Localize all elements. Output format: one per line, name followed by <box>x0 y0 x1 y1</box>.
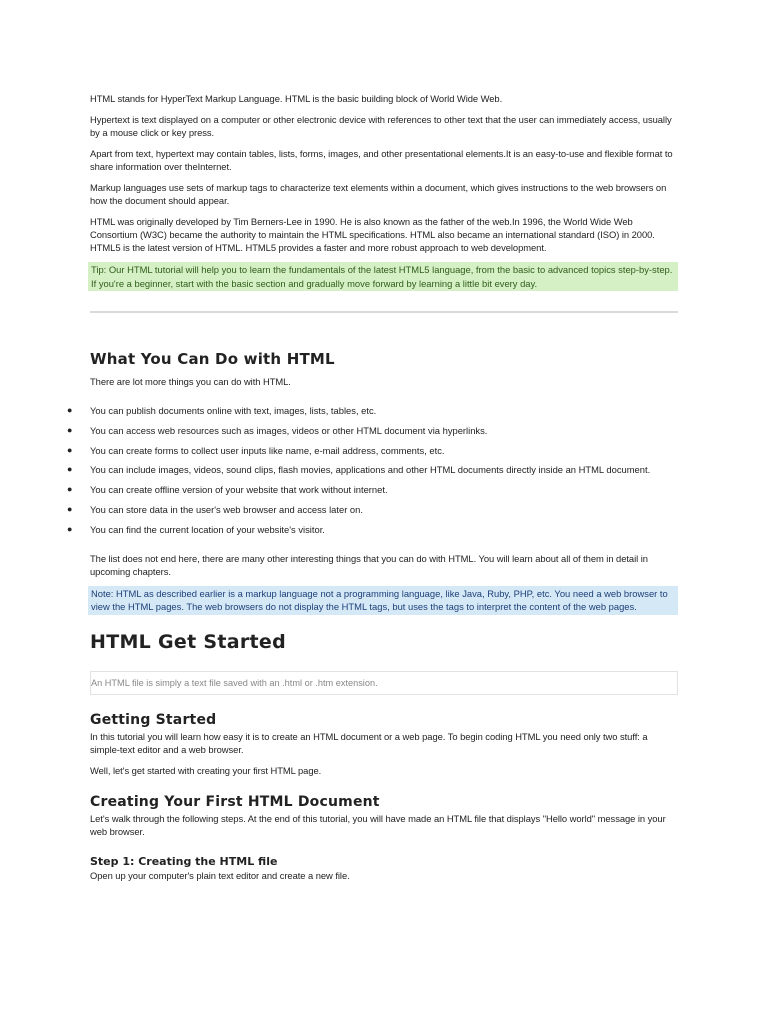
bullet-icon: ● <box>67 444 73 455</box>
getting-started-text: In this tutorial you will learn how easy it is to create an HTML document or a web page. To begin coding HTML you need only two stuff: a simple-text editor and a web browser. <box>90 730 648 755</box>
list-item <box>67 483 678 496</box>
intro-paragraph-5: HTML was originally developed by Tim Berners-Lee in 1990. He is also known as the father of the web.In 1996, the World Wide Web Consortium (W3C) became the authority to maintain the HTML specifications. HTML also became an international standard (ISO) in 2000. HTML5 is the latest version of HTML. HTML5 provides a faster and more robust approach to web development. <box>90 216 655 253</box>
list-item <box>67 503 678 516</box>
list-item-text: You can find the current location of your website's visitor. <box>90 523 325 535</box>
section-divider <box>90 311 678 313</box>
bullet-icon: ● <box>67 405 73 415</box>
step1-text: Open up your computer's plain text editor and create a new file. <box>90 869 350 881</box>
what-you-can-do-heading: What You Can Do with HTML <box>90 350 335 368</box>
list-item <box>67 523 678 536</box>
list-item-text: You can create offline version of your website that work without internet. <box>90 484 388 496</box>
what-intro-text: There are lot more things you can do with HTML. <box>90 376 291 387</box>
document-page <box>67 92 678 890</box>
bullet-icon: ● <box>67 484 73 495</box>
list-item-text: You can include images, videos, sound clips, flash movies, applications and other HTML documents directly inside an HTML document. <box>90 464 651 476</box>
file-extension-callout: An HTML file is simply a text file saved with an .html or .htm extension. <box>90 671 678 695</box>
bullet-icon: ● <box>67 503 73 514</box>
list-item <box>67 404 678 417</box>
list-followup-text: The list does not end here, there are many other interesting things that you can do with HTML. You will learn about all of them in detail in upcoming chapters. <box>90 552 648 577</box>
bullet-icon: ● <box>67 523 73 534</box>
list-item-text: You can publish documents online with text, images, lists, tables, etc. <box>90 405 377 416</box>
list-item-text: You can access web resources such as images, videos or other HTML document via hyperlinks. <box>90 424 488 436</box>
getting-started-text-2: Well, let's get started with creating your first HTML page. <box>90 764 322 776</box>
bullet-icon: ● <box>67 424 73 435</box>
step1-heading: Step 1: Creating the HTML file <box>90 854 278 868</box>
intro-paragraph-3: Apart from text, hypertext may contain tables, lists, forms, images, and other presentational elements.It is an easy-to-use and flexible format to share information over theInternet. <box>90 148 673 172</box>
getting-started-heading: Getting Started <box>90 711 217 728</box>
list-item <box>67 463 678 476</box>
note-box: Note: HTML as described earlier is a markup language not a programming language, like Java, Ruby, PHP, etc. You need a web browser to view the HTML pages. The web browsers do not display the HTML tags, but uses the tags to interpret the content of the web pages. <box>88 586 678 615</box>
bullet-icon: ● <box>67 464 73 475</box>
intro-paragraph-1: HTML stands for HyperText Markup Language. HTML is the basic building block of World Wide Web. <box>90 93 503 104</box>
creating-first-document-heading: Creating Your First HTML Document <box>90 793 380 810</box>
creating-first-document-text: Let's walk through the following steps. At the end of this tutorial, you will have made an HTML file that displays "Hello world" message in your web browser. <box>90 812 666 837</box>
list-item <box>67 424 678 437</box>
list-item <box>67 444 678 457</box>
get-started-heading: HTML Get Started <box>90 630 286 653</box>
intro-paragraph-2: Hypertext is text displayed on a computer or other electronic device with references to other text that the user can immediately access, usually by a mouse click or key press. <box>90 114 672 138</box>
list-item-text: You can store data in the user's web browser and access later on. <box>90 503 363 515</box>
intro-paragraph-4: Markup languages use sets of markup tags to characterize text elements within a document, which gives instructions to the web browsers on how the document should appear. <box>90 182 667 206</box>
tip-box: Tip: Our HTML tutorial will help you to learn the fundamentals of the latest HTML5 language, from the basic to advanced topics step-by-step. If you're a beginner, start with the basic section and gradually move forward by learning a little bit every day. <box>88 262 678 291</box>
list-item-text: You can create forms to collect user inputs like name, e-mail address, comments, etc. <box>90 444 445 456</box>
capabilities-list <box>67 404 678 536</box>
